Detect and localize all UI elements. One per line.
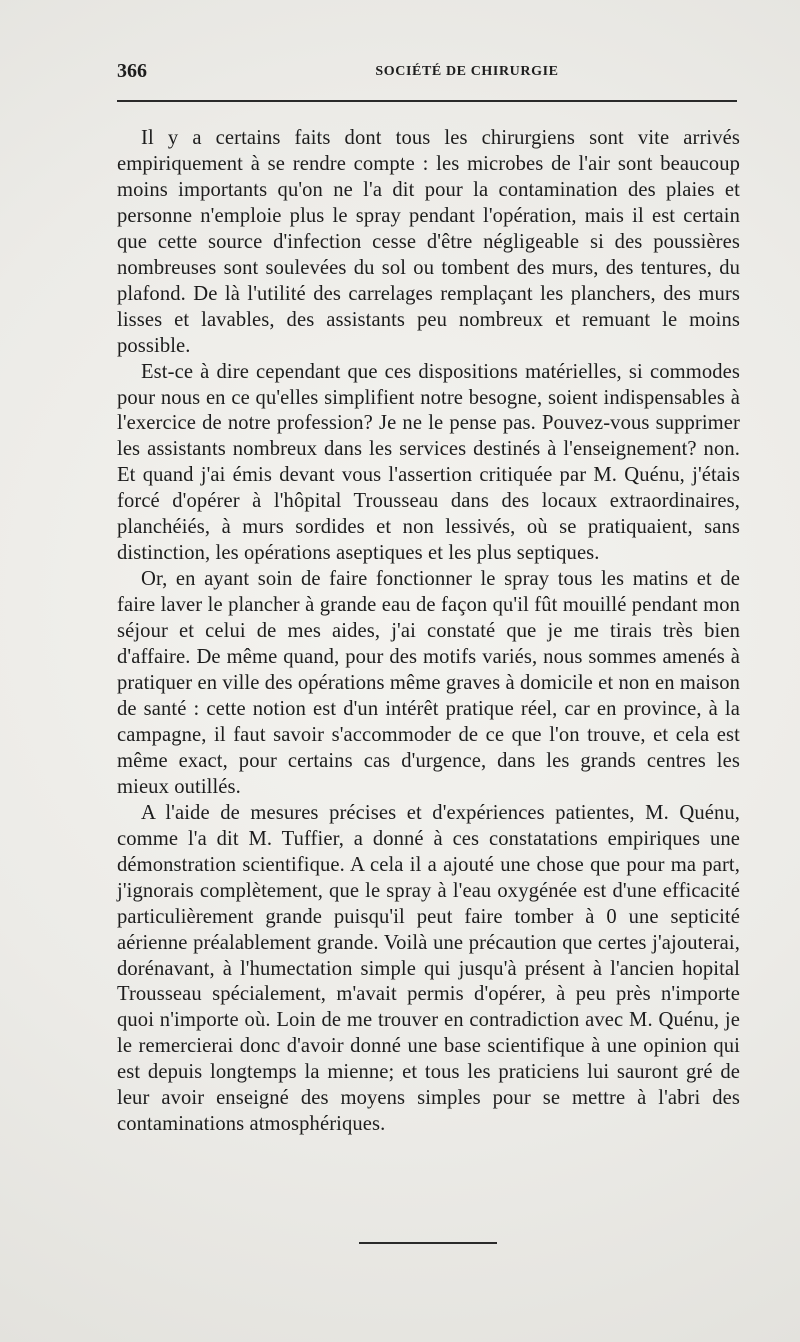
paragraph: Est-ce à dire cependant que ces dispositions matérielles, si commodes pour nous en ce qu'elles simplifient notre besogne, soient indispensables à l'exercice de notre profession? Je ne le pense pas. Pouvez-vous supprimer les assistants nombreux dans les services destinés à l'enseignement? non. Et quand j'ai émis devant vous l'assertion critiquée par M. Quénu, j'étais forcé d'opérer à l'hôpital Trousseau dans des locaux extraordinaires, planchéiés, à murs sordides et non lessivés, où se pratiquaient, sans distinction, les opérations aseptiques et les plus septiques. (117, 360, 740, 565)
header-rule (117, 100, 737, 102)
paragraph: Or, en ayant soin de faire fonctionner le spray tous les matins et de faire laver le plancher à grande eau de façon qu'il fût mouillé pendant mon séjour et celui de mes aides, j'ai constaté que je me tirais très bien d'affaire. De même quand, pour des motifs variés, nous sommes amenés à pratiquer en ville des opérations même graves à domicile et non en maison de santé : cette notion est d'un intérêt pratique réel, car en province, à la campagne, il faut savoir s'accommoder de ce que l'on trouve, et cela est même exact, pour certains cas d'urgence, dans les grands centres les mieux outillés. (117, 568, 740, 798)
page-number: 366 (117, 60, 147, 82)
paragraph: Il y a certains faits dont tous les chirurgiens sont vite arrivés empiriquement à se rendre compte : les microbes de l'air sont beaucoup moins importants qu'on ne l'a dit pour la contamination des plaies et personne n'emploie plus le spray pendant l'opération, mais il est certain que cette source d'infection cesse d'être négligeable si des poussières nombreuses sont soulevées du sol ou tombent des murs, des tentures, du plafond. De là l'utilité des carrelages remplaçant les planchers, des murs lisses et lavables, des assistants peu nombreux et remuant le moins possible. (117, 127, 740, 357)
paragraph: A l'aide de mesures précises et d'expériences patientes, M. Quénu, comme l'a dit M. Tuffier, a donné à ces constatations empiriques une démonstration scientifique. A cela il a ajouté une chose que pour ma part, j'ignorais complètement, que le spray à l'eau oxygénée est d'une efficacité particulièrement grande puisqu'il peut faire tomber à 0 une septicité aérienne préalablement grande. Voilà une précaution que certes j'ajouterai, dorénavant, à l'humectation simple qui jusqu'à présent à l'ancien hopital Trousseau spécialement, m'avait permis d'opérer, à peu près n'importe quoi n'importe où. Loin de me trouver en contradiction avec M. Quénu, je le remercierai donc d'avoir donné une base scientifique à une opinion qui est depuis longtemps la mienne; et tous les praticiens lui sauront gré de leur avoir enseigné des moyens simples pour se mettre à l'abri des contaminations atmosphériques. (117, 801, 740, 1136)
body-text (117, 126, 740, 1138)
page-header (117, 60, 737, 90)
end-rule (359, 1242, 497, 1244)
running-title: SOCIÉTÉ DE CHIRURGIE (375, 64, 559, 79)
